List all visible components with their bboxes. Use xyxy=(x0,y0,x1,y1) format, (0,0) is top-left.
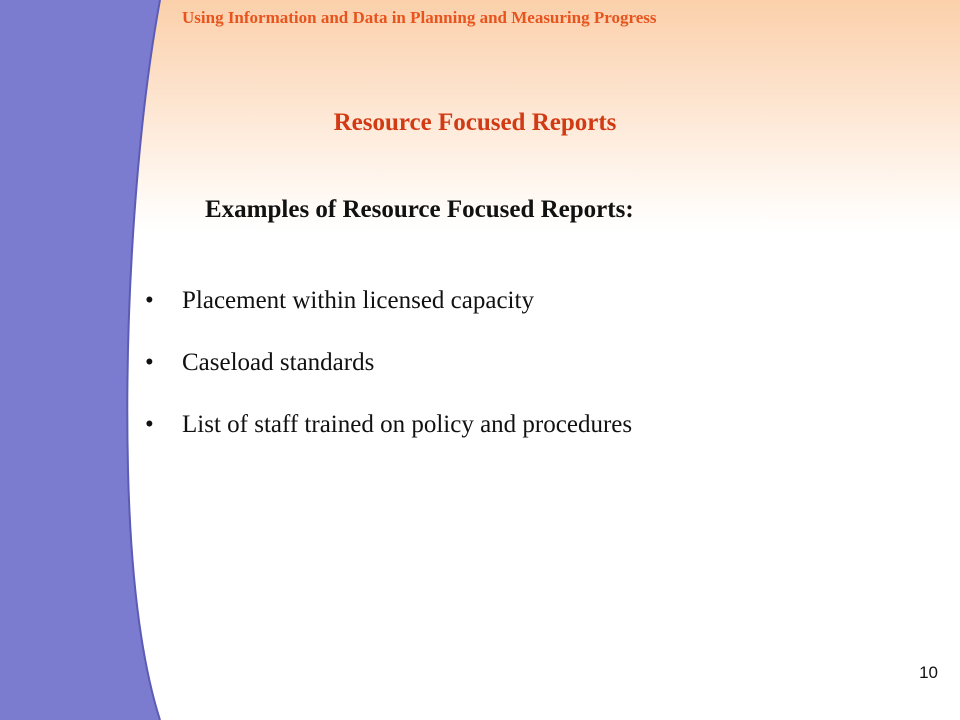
bullet-item xyxy=(145,344,632,406)
bullet-list xyxy=(145,282,632,468)
bullet-text: List of staff trained on policy and procedures xyxy=(182,411,633,438)
bullet-text: Placement within licensed capacity xyxy=(182,287,534,314)
slide-subtitle: Examples of Resource Focused Reports: xyxy=(205,196,634,223)
bullet-icon: • xyxy=(145,287,154,314)
page-number: 10 xyxy=(919,663,938,682)
presentation-header: Using Information and Data in Planning and Measuring Progress xyxy=(182,8,657,27)
bullet-item xyxy=(145,406,632,468)
slide-title: Resource Focused Reports xyxy=(333,109,617,136)
bullet-item xyxy=(145,282,632,344)
bullet-icon: • xyxy=(145,411,154,438)
bullet-icon: • xyxy=(145,349,154,376)
bullet-text: Caseload standards xyxy=(182,349,375,376)
